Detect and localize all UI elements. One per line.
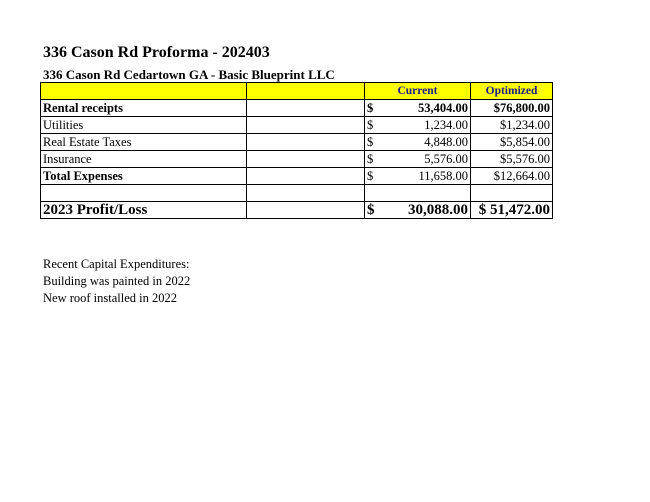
spacer-row bbox=[41, 185, 553, 202]
blank-cell bbox=[247, 100, 365, 117]
blank-cell bbox=[247, 117, 365, 134]
proforma-table bbox=[40, 82, 553, 219]
row-label: Utilities bbox=[41, 117, 247, 134]
profit-current-value: 30,088.00 bbox=[408, 202, 468, 218]
blank-cell bbox=[247, 168, 365, 185]
table-row bbox=[41, 168, 553, 185]
currency-symbol: $ bbox=[367, 118, 374, 132]
table-row bbox=[41, 100, 553, 117]
current-value: 53,404.00 bbox=[418, 101, 468, 115]
current-cell bbox=[365, 117, 471, 134]
header-cell-blank bbox=[41, 83, 247, 100]
currency-symbol: $ bbox=[367, 202, 375, 218]
row-label: Total Expenses bbox=[41, 168, 247, 185]
currency-symbol: $ bbox=[367, 152, 374, 166]
row-label: Rental receipts bbox=[41, 100, 247, 117]
optimized-value: $1,234.00 bbox=[471, 117, 553, 134]
header-optimized: Optimized bbox=[471, 83, 553, 100]
header-cell-blank bbox=[247, 83, 365, 100]
row-label: Insurance bbox=[41, 151, 247, 168]
optimized-value: $5,854.00 bbox=[471, 134, 553, 151]
current-cell bbox=[365, 168, 471, 185]
header-current: Current bbox=[365, 83, 471, 100]
notes-item: Building was painted in 2022 bbox=[43, 274, 191, 288]
current-value: 4,848.00 bbox=[424, 135, 468, 149]
current-cell bbox=[365, 134, 471, 151]
optimized-value: $76,800.00 bbox=[471, 100, 553, 117]
notes-item: New roof installed in 2022 bbox=[43, 291, 178, 305]
blank-cell bbox=[365, 185, 471, 202]
header-row bbox=[41, 83, 553, 100]
currency-symbol: $ bbox=[367, 169, 374, 183]
blank-cell bbox=[247, 202, 365, 219]
blank-cell bbox=[247, 185, 365, 202]
table-row bbox=[41, 134, 553, 151]
current-value: 5,576.00 bbox=[424, 152, 468, 166]
current-cell bbox=[365, 100, 471, 117]
profit-optimized-value: $ 51,472.00 bbox=[471, 202, 553, 219]
blank-cell bbox=[247, 134, 365, 151]
current-value: 11,658.00 bbox=[418, 169, 468, 183]
optimized-value: $12,664.00 bbox=[471, 168, 553, 185]
blank-cell bbox=[41, 185, 247, 202]
profit-row bbox=[41, 202, 553, 219]
currency-symbol: $ bbox=[367, 101, 374, 115]
optimized-value: $5,576.00 bbox=[471, 151, 553, 168]
blank-cell bbox=[471, 185, 553, 202]
document-title: 336 Cason Rd Proforma - 202403 bbox=[43, 44, 270, 61]
profit-current-cell bbox=[365, 202, 471, 219]
document-subtitle: 336 Cason Rd Cedartown GA - Basic Blueprint LLC bbox=[43, 67, 335, 82]
current-cell bbox=[365, 151, 471, 168]
row-label: Real Estate Taxes bbox=[41, 134, 247, 151]
capital-expenditures-notes bbox=[43, 256, 190, 307]
profit-label: 2023 Profit/Loss bbox=[41, 202, 247, 219]
notes-heading: Recent Capital Expenditures: bbox=[43, 257, 190, 271]
table-row bbox=[41, 117, 553, 134]
currency-symbol: $ bbox=[367, 135, 374, 149]
current-value: 1,234.00 bbox=[424, 118, 468, 132]
table-row bbox=[41, 151, 553, 168]
blank-cell bbox=[247, 151, 365, 168]
